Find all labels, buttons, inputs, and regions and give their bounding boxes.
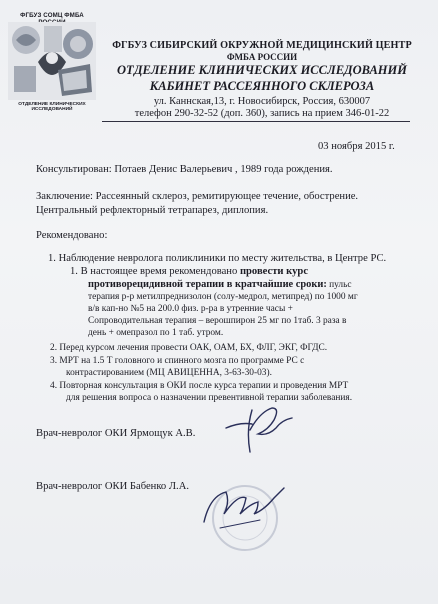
therapy-pulse-word: пульс <box>329 280 352 290</box>
conclusion-line-1: Заключение: Рассеянный склероз, ремитирующее течение, обострение. <box>36 191 359 202</box>
recommendation-4-line-2: для решения вопроса о назначении превентивной терапии заболевания. <box>66 393 353 403</box>
header-phone: телефон 290-32-52 (доп. 360), запись на прием 346-01-22 <box>134 108 390 119</box>
sub-recommendation-1-start: 1. В настоящее время рекомендовано <box>70 266 238 277</box>
therapy-line-3: терапия р-р метилпреднизолон (солу-медрол, метипред) по 1000 мг <box>88 292 358 302</box>
header-department: ОТДЕЛЕНИЕ КЛИНИЧЕСКИХ ИССЛЕДОВАНИЙ <box>117 63 407 77</box>
header-divider <box>102 121 410 122</box>
round-stamp-icon <box>190 470 300 560</box>
recommendation-3-line-1: 3. МРТ на 1.5 Т головного и спинного мозга по программе РС с <box>50 356 305 366</box>
logo <box>6 12 98 112</box>
consulted-patient: Консультирован: Потаев Денис Валерьевич , 1989 года рождения. <box>36 164 333 175</box>
recommendation-2: 2. Перед курсом лечения провести ОАК, ОАМ, БХ, ФЛГ, ЭКГ, ФГДС. <box>50 343 328 353</box>
recommendation-1: 1. Наблюдение невролога поликлиники по месту жительства, в Центре РС. <box>48 253 387 264</box>
logo-emblem-icon <box>8 22 96 100</box>
recommendation-4-line-1: 4. Повторная консультация в ОКИ после курса терапии и проведения МРТ <box>50 381 349 391</box>
logo-bottom-text: ОТДЕЛЕНИЕ КЛИНИЧЕСКИХ ИССЛЕДОВАНИЙ <box>18 102 86 112</box>
doctor-2-signature-line: Врач-невролог ОКИ Бабенко Л.А. <box>36 481 190 492</box>
therapy-urgent-text: противорецидивной терапии в кратчайшие сроки: <box>88 279 327 290</box>
doctor-1-signature-line: Врач-невролог ОКИ Ярмощук А.В. <box>36 428 196 439</box>
doctor-1-signature-icon <box>220 400 300 458</box>
header-address: ул. Каннская,13, г. Новосибирск, Россия, 630007 <box>153 96 371 107</box>
header-cabinet: КАБИНЕТ РАССЕЯННОГО СКЛЕРОЗА <box>149 79 375 93</box>
recommendation-3-line-2: контрастированием (МЦ АВИЦЕННА, 3-63-30-03). <box>66 368 272 378</box>
header-org-name: ФГБУЗ СИБИРСКИЙ ОКРУЖНОЙ МЕДИЦИНСКИЙ ЦЕНТР <box>112 40 412 51</box>
logo-top-text: ФГБУЗ СОМЦ ФМБА <box>20 12 84 19</box>
therapy-line-5: Сопроводительная терапия – верошпирон 25 мг по 1таб. 3 раза в <box>88 316 347 326</box>
conclusion-line-2: Центральный рефлекторный тетрапарез, диплопия. <box>36 205 269 216</box>
sub-recommendation-1 <box>70 266 308 277</box>
sub-recommendation-1-highlight: провести курс <box>239 266 309 277</box>
recommended-label: Рекомендовано: <box>36 230 108 241</box>
therapy-line-6: день + омепразол по 1 таб. утром. <box>88 328 224 338</box>
document-date: 03 ноября 2015 г. <box>318 141 395 152</box>
sub-recommendation-1-line-2 <box>88 279 352 290</box>
therapy-line-4: в/в кап-но №5 на 200.0 физ. р-ра в утренние часы + <box>88 304 293 314</box>
header-agency: ФМБА РОССИИ <box>226 52 298 62</box>
